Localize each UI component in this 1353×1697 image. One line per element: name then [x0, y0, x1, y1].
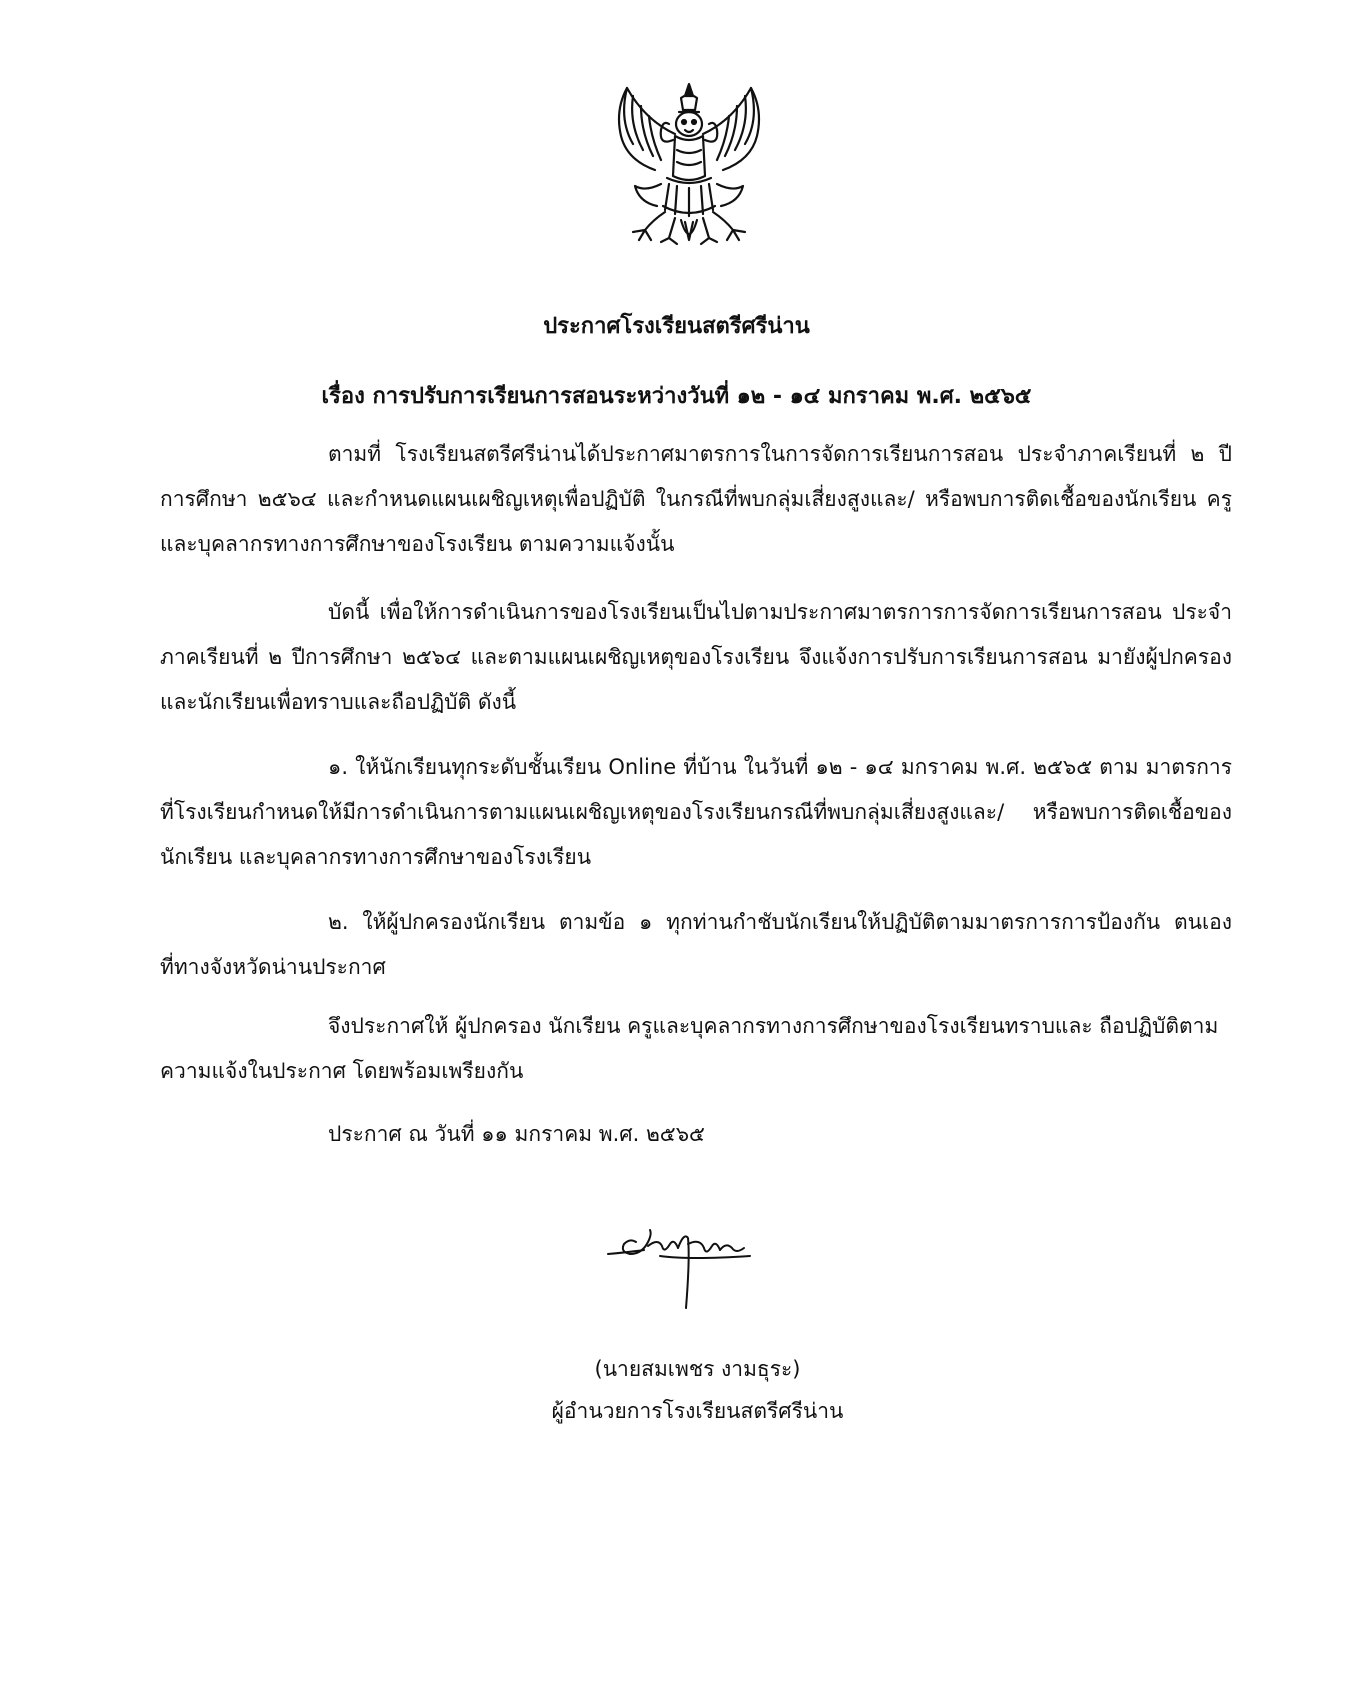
announcement-title: ประกาศโรงเรียนสตรีศรีน่าน: [543, 314, 810, 339]
paragraph-item-1: ๑. ให้นักเรียนทุกระดับชั้นเรียน Online ที่บ้าน ในวันที่ ๑๒ - ๑๔ มกราคม พ.ศ. ๒๕๖๕ ตาม มาตรการที่โรงเรียนกำหนดให้มีการดำเนินการตามแผนเผชิญเหตุของโรงเรียนกรณีที่พบกลุ่มเสี่ยงสูงและ/ หรือพบการติดเชื้อของนักเรียน และบุคลากรทางการศึกษาของโรงเรียน: [160, 755, 1232, 869]
signer-position: ผู้อำนวยการโรงเรียนสตรีศรีน่าน: [551, 1399, 844, 1423]
paragraph-item-2: ๒. ให้ผู้ปกครองนักเรียน ตามข้อ ๑ ทุกท่านกำชับนักเรียนให้ปฏิบัติตามมาตรการการป้องกัน ตนเองที่ทางจังหวัดน่านประกาศ: [160, 910, 1232, 979]
garuda-emblem-icon: [605, 80, 773, 250]
paragraph-closing: จึงประกาศให้ ผู้ปกครอง นักเรียน ครูและบุคลากรทางการศึกษาของโรงเรียนทราบและ ถือปฏิบัติตามความแจ้งในประกาศ โดยพร้อมเพรียงกัน: [160, 1014, 1219, 1083]
announcement-subject: เรื่อง การปรับการเรียนการสอนระหว่างวันที่ ๑๒ - ๑๔ มกราคม พ.ศ. ๒๕๖๕: [321, 384, 1032, 409]
announcement-date: ประกาศ ณ วันที่ ๑๑ มกราคม พ.ศ. ๒๕๖๕: [328, 1122, 705, 1146]
paragraph-notice: บัดนี้ เพื่อให้การดำเนินการของโรงเรียนเป็นไปตามประกาศมาตรการการจัดการเรียนการสอน ประจำภาคเรียนที่ ๒ ปีการศึกษา ๒๕๖๔ และตามแผนเผชิญเหตุของโรงเรียน จึงแจ้งการปรับการเรียนการสอน มายังผู้ปกครองและนักเรียนเพื่อทราบและถือปฏิบัติ ดังนี้: [160, 600, 1232, 714]
signer-name: (นายสมเพชร งามธุระ): [594, 1357, 801, 1381]
handwritten-signature-icon: [600, 1198, 780, 1328]
paragraph-background: ตามที่ โรงเรียนสตรีศรีน่านได้ประกาศมาตรการในการจัดการเรียนการสอน ประจำภาคเรียนที่ ๒ ปีการศึกษา ๒๕๖๔ และกำหนดแผนเผชิญเหตุเพื่อปฏิบัติ ในกรณีที่พบกลุ่มเสี่ยงสูงและ/ หรือพบการติดเชื้อของนักเรียน ครู และบุคลากรทางการศึกษาของโรงเรียน ตามความแจ้งนั้น: [160, 442, 1232, 556]
